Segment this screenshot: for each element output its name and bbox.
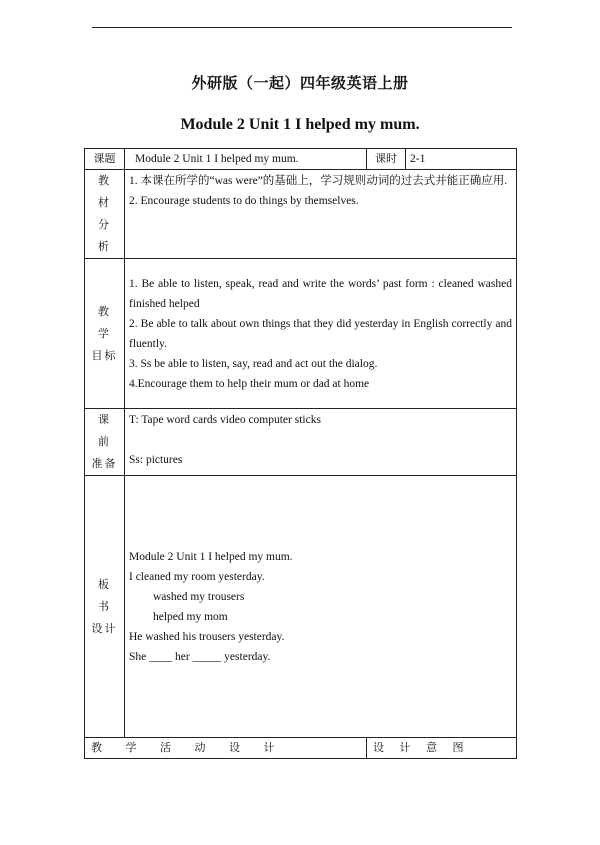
board-line-6: She ____ her _____ yesterday.: [129, 650, 271, 663]
preparation-label: [85, 409, 125, 476]
activity-design-header: 教 学 活 动 设 计: [85, 738, 367, 759]
preparation-students: Ss: pictures: [129, 454, 183, 466]
topic-value: Module 2 Unit 1 I helped my mum.: [125, 149, 367, 170]
page-title: 外研版（一起）四年级英语上册: [191, 74, 409, 92]
objective-item-3: 3. Ss be able to listen, say, read and act out the dialog.: [129, 357, 378, 370]
objectives-label-line1: 教 学: [98, 304, 111, 340]
board-label: [85, 476, 125, 738]
board-content: [125, 476, 517, 738]
lesson-plan-table: [84, 148, 517, 759]
topic-row: [85, 149, 517, 170]
design-intent-header: 设 计 意 图: [367, 738, 517, 759]
analysis-item-1: 1. 本课在所学的“was were”的基础上，学习规则动词的过去式并能正确应用.: [129, 175, 508, 187]
topic-label: 课题: [85, 149, 125, 170]
preparation-label-line1: 课 前: [98, 413, 111, 448]
board-line-3: washed my trousers: [153, 590, 245, 603]
footer-row: [85, 738, 517, 759]
analysis-label-line2: 分 析: [98, 218, 111, 253]
objective-item-1: 1. Be able to listen, speak, read and write the words’ past form : cleaned washed finished helped: [129, 277, 512, 310]
objectives-label: [85, 259, 125, 409]
analysis-label: [85, 170, 125, 259]
board-line-1: Module 2 Unit 1 I helped my mum.: [129, 550, 293, 563]
objectives-content: [125, 259, 517, 409]
analysis-content: [125, 170, 517, 259]
objectives-label-line2: 目标: [91, 348, 118, 362]
preparation-label-line2: 准备: [91, 457, 118, 470]
board-line-4: helped my mom: [153, 610, 228, 623]
page-subtitle: Module 2 Unit 1 I helped my mum.: [180, 116, 420, 133]
objectives-row: [85, 259, 517, 409]
board-line-5: He washed his trousers yesterday.: [129, 630, 285, 643]
header-rule: [92, 27, 512, 28]
preparation-row: [85, 409, 517, 476]
board-row: [85, 476, 517, 738]
board-line-2: I cleaned my room yesterday.: [129, 570, 265, 583]
preparation-content: [125, 409, 517, 476]
hours-value: 2-1: [406, 149, 517, 170]
objective-item-2: 2. Be able to talk about own things that they did yesterday in English correctly and fluently.: [129, 317, 512, 350]
analysis-label-line1: 教 材: [98, 174, 111, 209]
preparation-teacher: T: Tape word cards video computer sticks: [129, 414, 321, 426]
hours-label: 课时: [367, 149, 406, 170]
board-label-line1: 板 书: [98, 577, 111, 613]
analysis-item-2: 2. Encourage students to do things by themselves.: [129, 195, 359, 207]
analysis-row: [85, 170, 517, 259]
board-label-line2: 设计: [91, 621, 118, 635]
objective-item-4: 4.Encourage them to help their mum or dad at home: [129, 377, 370, 390]
